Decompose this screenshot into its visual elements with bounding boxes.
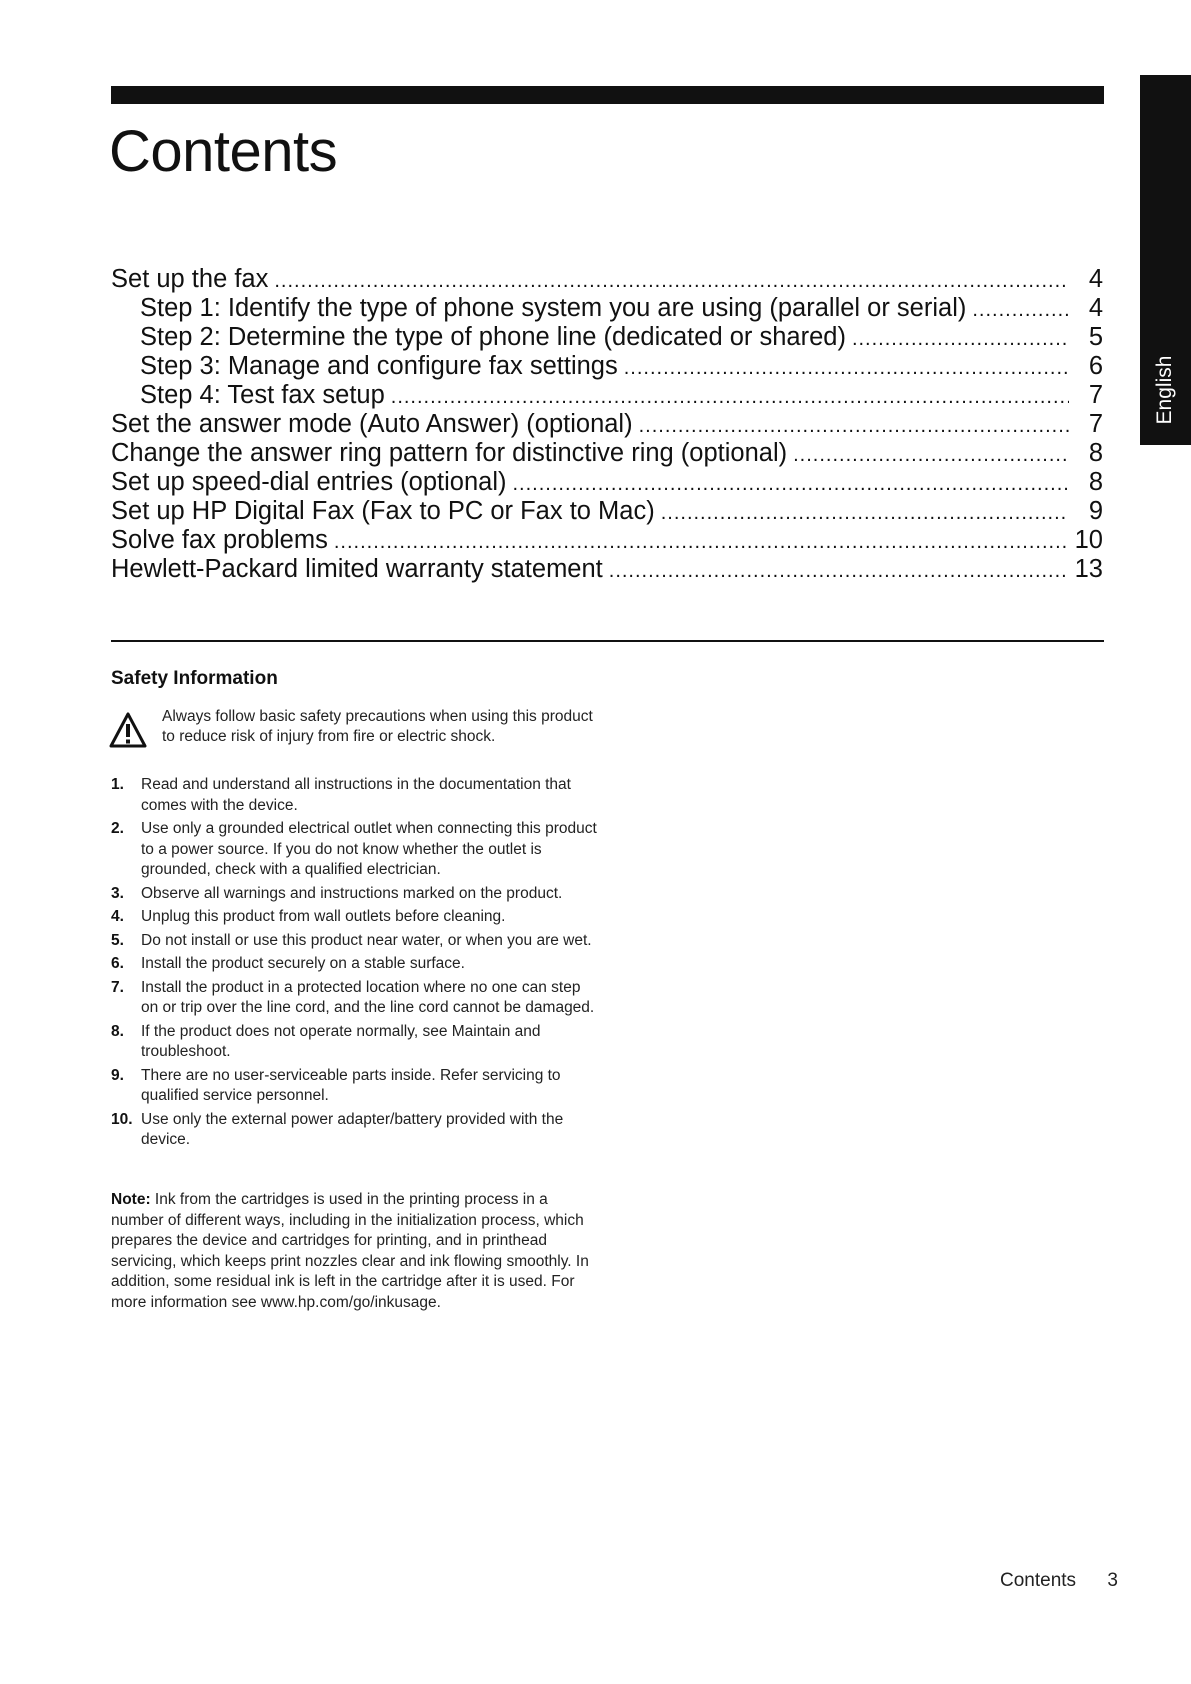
toc-entry[interactable] [111, 410, 1103, 439]
toc-leader [334, 526, 1067, 557]
toc-entry[interactable] [111, 468, 1103, 497]
safety-warning: Always follow basic safety precautions when using this product to reduce risk of injury from fire or electric shock. [162, 708, 593, 745]
list-item: 9. There are no user-serviceable parts inside. Refer servicing to qualified service personnel. [111, 1066, 561, 1104]
toc-entry[interactable] [111, 294, 1103, 323]
warning-icon [109, 711, 147, 749]
toc-entry-page: 7 [1088, 410, 1103, 438]
toc-entry-label: Set the answer mode (Auto Answer) (optional) [111, 410, 633, 438]
toc-entry-page: 4 [1088, 294, 1103, 322]
toc-entry-label: Step 1: Identify the type of phone system you are using (parallel or serial) [140, 294, 967, 322]
toc-entry-label: Change the answer ring pattern for distinctive ring (optional) [111, 439, 788, 467]
note-label: Note: [111, 1191, 151, 1208]
list-item: 6. Install the product securely on a stable surface. [111, 955, 465, 972]
list-item: 10. Use only the external power adapter/battery provided with the device. [111, 1110, 564, 1148]
page-title: Contents [109, 119, 338, 184]
toc-entry[interactable] [111, 526, 1103, 555]
toc-entry[interactable] [111, 381, 1103, 410]
list-item: 3. Observe all warnings and instructions marked on the product. [111, 884, 563, 902]
toc-leader [852, 323, 1069, 354]
toc-leader [391, 381, 1069, 412]
toc-entry[interactable] [111, 555, 1103, 584]
toc-entry[interactable] [111, 439, 1103, 468]
toc-leader [513, 468, 1070, 499]
toc-entry-label: Set up HP Digital Fax (Fax to PC or Fax to Mac) [111, 497, 655, 525]
page-number: 3 [1107, 1570, 1118, 1591]
safety-heading: Safety Information [111, 668, 278, 689]
list-item: 5. Do not install or use this product near water, or when you are wet. [111, 931, 592, 949]
table-of-contents [111, 265, 1103, 584]
toc-entry[interactable] [111, 497, 1103, 526]
toc-entry-page: 5 [1088, 323, 1103, 351]
toc-entry-label: Step 3: Manage and configure fax settings [140, 352, 618, 380]
toc-entry-label: Step 2: Determine the type of phone line (dedicated or shared) [140, 323, 846, 351]
toc-entry-page: 8 [1088, 439, 1103, 467]
toc-entry-page: 4 [1088, 265, 1103, 293]
toc-entry-page: 6 [1088, 352, 1103, 380]
toc-leader [624, 352, 1069, 383]
toc-leader [639, 410, 1069, 441]
language-label: English [1153, 355, 1176, 425]
ink-usage-note [111, 1190, 601, 1313]
toc-entry-label: Set up the fax [111, 265, 269, 293]
toc-entry-page: 9 [1088, 497, 1103, 525]
toc-leader [972, 294, 1069, 325]
toc-entry[interactable] [111, 265, 1103, 294]
list-item: 4. Unplug this product from wall outlets before cleaning. [111, 908, 506, 925]
page-footer [1000, 1570, 1118, 1592]
toc-entry-label: Solve fax problems [111, 526, 328, 554]
toc-entry-page: 7 [1088, 381, 1103, 409]
safety-instructions [111, 775, 601, 1154]
list-item: 1. Read and understand all instructions in the documentation that comes with the device. [111, 776, 571, 814]
toc-leader [661, 497, 1069, 528]
toc-leader [793, 439, 1069, 470]
toc-leader [609, 555, 1067, 586]
list-item: 2. Use only a grounded electrical outlet when connecting this product to a power source. If you do not know whether the outlet is grounded, check with a qualified electrician. [111, 820, 597, 878]
toc-entry-page: 8 [1088, 468, 1103, 496]
toc-entry[interactable] [111, 323, 1103, 352]
toc-entry[interactable] [111, 352, 1103, 381]
toc-entry-label: Hewlett-Packard limited warranty statement [111, 555, 603, 583]
toc-entry-page: 10 [1074, 526, 1103, 554]
note-text: Ink from the cartridges is used in the printing process in a number of different ways, including in the initialization process, which prepares the device and cartridges for printing, and in printhead servicing, which keeps print nozzles clear and ink flowing smoothly. In addition, some residual ink is left in the cartridge after it is used. For more information see www.hp.com/go/inkusage. [111, 1191, 589, 1311]
list-item: 8. If the product does not operate normally, see Maintain and troubleshoot. [111, 1022, 541, 1060]
footer-section: Contents [1000, 1570, 1077, 1591]
toc-leader [274, 265, 1069, 296]
list-item: 7. Install the product in a protected location where no one can step on or trip over the line cord, and the line cord cannot be damaged. [111, 978, 595, 1016]
section-divider [111, 640, 1104, 642]
toc-entry-label: Step 4: Test fax setup [140, 381, 385, 409]
toc-entry-label: Set up speed-dial entries (optional) [111, 468, 507, 496]
toc-entry-page: 13 [1074, 555, 1103, 583]
header-rule [111, 86, 1104, 104]
